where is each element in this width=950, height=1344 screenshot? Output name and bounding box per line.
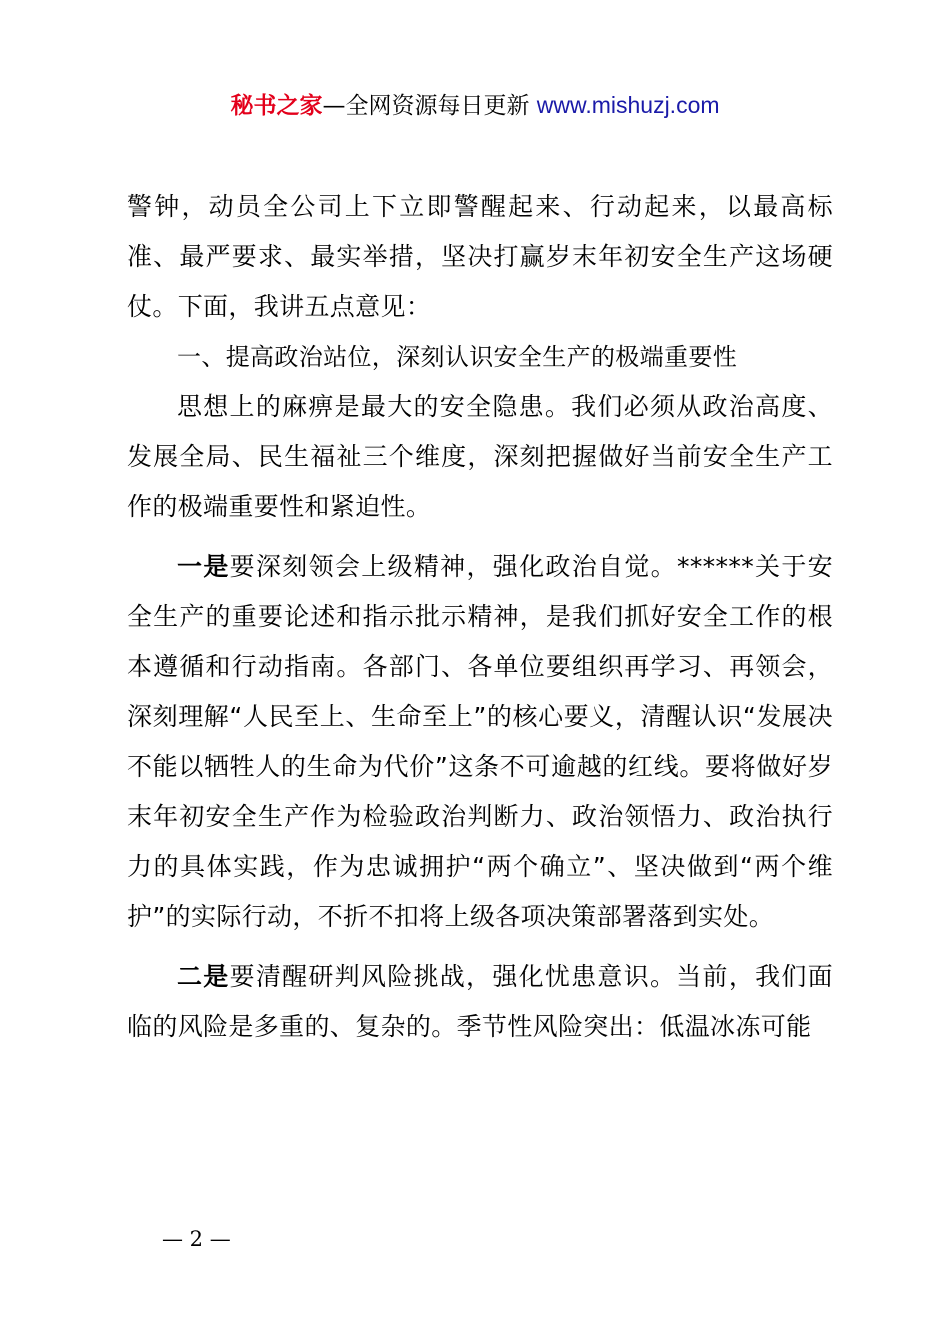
document-body bbox=[127, 182, 833, 1052]
section-heading: 一、提高政治站位，深刻认识安全生产的极端重要性 bbox=[177, 343, 738, 371]
page-number: — 2 — bbox=[162, 1227, 231, 1251]
paragraph-overview: 思想上的麻痹是最大的安全隐患。我们必须从政治高度、发展全局、民生福祉三个维度，深刻把握做好当前安全生产工作的极端重要性和紧迫性。 bbox=[127, 392, 833, 521]
site-name: 秘书之家 bbox=[230, 93, 323, 119]
site-tagline: —全网资源每日更新 bbox=[322, 93, 537, 119]
point-one-text: 要深刻领会上级精神，强化政治自觉。******关于安全生产的重要论述和指示批示精神，是我们抓好安全工作的根本遵循和行动指南。各部门、各单位要组织再学习、再领会，深刻理解“人民至上、生命至上”的核心要义，清醒认识“发展决不能以牺牲人的生命为代价”这条不可逾越的红线。要将做好岁末年初安全生产作为检验政治判断力、政治领悟力、政治执行力的具体实践，作为忠诚拥护“两个确立”、坚决做到“两个维护”的实际行动，不折不扣将上级各项决策部署落到实处。 bbox=[127, 552, 834, 931]
point-two-text: 要清醒研判风险挑战，强化忧患意识。当前，我们面临的风险是多重的、复杂的。季节性风险突出：低温冰冻可能 bbox=[127, 962, 833, 1041]
paragraph-point-two bbox=[127, 952, 833, 1052]
site-url-link[interactable]: www.mishuzj.com bbox=[536, 92, 720, 118]
point-two-lead: 二是 bbox=[177, 962, 230, 991]
paragraph-intro: 警钟，动员全公司上下立即警醒起来、行动起来，以最高标准、最严要求、最实举措，坚决打赢岁末年初安全生产这场硬仗。下面，我讲五点意见： bbox=[127, 192, 833, 321]
point-one-lead: 一是 bbox=[177, 552, 230, 581]
paragraph-point-one bbox=[127, 542, 833, 942]
site-banner bbox=[0, 88, 950, 123]
